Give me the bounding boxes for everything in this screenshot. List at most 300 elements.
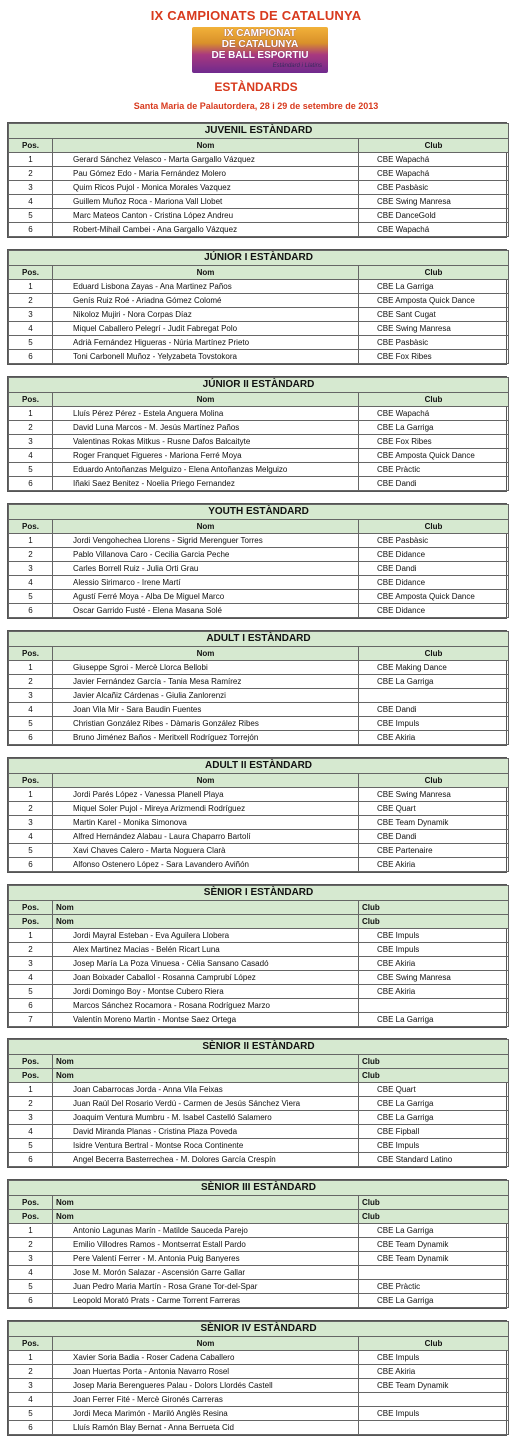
position-cell: 1	[9, 929, 53, 943]
position-cell: 3	[9, 689, 53, 703]
table-row	[9, 1421, 509, 1435]
category-block	[7, 249, 507, 365]
column-header-nom: Nom	[53, 647, 359, 661]
position-cell: 4	[9, 830, 53, 844]
column-header-nom: Nom	[53, 1196, 359, 1210]
couple-name-cell: Jordi Domingo Boy - Montse Cubero Riera	[53, 985, 359, 999]
results-table	[8, 1039, 509, 1167]
table-row	[9, 1379, 509, 1393]
table-row	[9, 703, 509, 717]
club-cell: CBE Impuls	[359, 1407, 509, 1421]
table-row	[9, 322, 509, 336]
position-cell: 1	[9, 788, 53, 802]
couple-name-cell: Emilio Villodres Ramos - Montserrat Estall Pardo	[53, 1238, 359, 1252]
couple-name-cell: Leopold Morató Prats - Carme Torrent Farreras	[53, 1294, 359, 1308]
column-header-nom: Nom	[53, 266, 359, 280]
column-header-club: Club	[359, 1055, 509, 1069]
table-row	[9, 802, 509, 816]
table-row	[9, 407, 509, 421]
couple-name-cell: Roger Franquet Figueres - Mariona Ferré Moya	[53, 449, 359, 463]
club-cell: CBE Team Dynamik	[359, 816, 509, 830]
position-cell: 2	[9, 421, 53, 435]
club-cell: CBE Impuls	[359, 1351, 509, 1365]
column-header-row	[9, 774, 509, 788]
table-row	[9, 1393, 509, 1407]
table-row	[9, 1139, 509, 1153]
column-header-nom: Nom	[53, 1337, 359, 1351]
position-cell: 4	[9, 1125, 53, 1139]
couple-name-cell: Javier Fernández García - Tania Mesa Ramírez	[53, 675, 359, 689]
table-row	[9, 675, 509, 689]
table-row	[9, 999, 509, 1013]
category-block	[7, 630, 507, 746]
table-row	[9, 1097, 509, 1111]
column-header-pos: Pos.	[9, 520, 53, 534]
column-header-pos: Pos.	[9, 1055, 53, 1069]
category-block	[7, 1038, 507, 1168]
club-cell: CBE Akiria	[359, 1365, 509, 1379]
couple-name-cell: David Luna Marcos - M. Jesús Martínez Paños	[53, 421, 359, 435]
table-row	[9, 1294, 509, 1308]
position-cell: 2	[9, 943, 53, 957]
position-cell: 3	[9, 181, 53, 195]
position-cell: 3	[9, 1252, 53, 1266]
club-cell: CBE Partenaire	[359, 844, 509, 858]
club-cell: CBE Quart	[359, 1083, 509, 1097]
couple-name-cell: Adrià Fernández Higueras - Núria Martínez Prieto	[53, 336, 359, 350]
column-header-nom: Nom	[53, 1210, 359, 1224]
position-cell: 6	[9, 604, 53, 618]
column-header-pos: Pos.	[9, 139, 53, 153]
couple-name-cell: Juan Pedro Maria Martín - Rosa Grane Tor-del-Spar	[53, 1280, 359, 1294]
couple-name-cell: Antonio Lagunas Marín - Matilde Sauceda Parejo	[53, 1224, 359, 1238]
table-row	[9, 167, 509, 181]
club-cell: CBE Dandi	[359, 562, 509, 576]
club-cell: CBE Sant Cugat	[359, 308, 509, 322]
position-cell: 6	[9, 858, 53, 872]
results-table	[8, 758, 509, 872]
position-cell: 1	[9, 1351, 53, 1365]
couple-name-cell: Javier Alcañiz Cárdenas - Giulia Zanlorenzi	[53, 689, 359, 703]
column-header-club: Club	[359, 1210, 509, 1224]
club-cell: CBE Dandi	[359, 830, 509, 844]
position-cell: 6	[9, 477, 53, 491]
category-title: JÚNIOR I ESTÀNDARD	[9, 251, 509, 266]
table-row	[9, 534, 509, 548]
club-cell: CBE La Garriga	[359, 1224, 509, 1238]
category-title: JUVENIL ESTÀNDARD	[9, 124, 509, 139]
club-cell: CBE Quart	[359, 802, 509, 816]
column-header-nom: Nom	[53, 1055, 359, 1069]
results-table	[8, 250, 509, 364]
position-cell: 6	[9, 1294, 53, 1308]
position-cell: 6	[9, 223, 53, 237]
club-cell: CBE Impuls	[359, 1139, 509, 1153]
couple-name-cell: Marcos Sánchez Rocamora - Rosana Rodríguez Marzo	[53, 999, 359, 1013]
position-cell: 5	[9, 590, 53, 604]
column-header-row	[9, 1055, 509, 1069]
position-cell: 1	[9, 280, 53, 294]
table-row	[9, 661, 509, 675]
column-header-row	[9, 266, 509, 280]
club-cell: CBE Akiria	[359, 957, 509, 971]
couple-name-cell: Pau Gómez Edo - Maria Fernández Molero	[53, 167, 359, 181]
table-row	[9, 1365, 509, 1379]
table-row	[9, 1111, 509, 1125]
position-cell: 5	[9, 1407, 53, 1421]
position-cell: 1	[9, 661, 53, 675]
table-row	[9, 1125, 509, 1139]
column-header-nom: Nom	[53, 520, 359, 534]
position-cell: 5	[9, 463, 53, 477]
table-row	[9, 985, 509, 999]
club-cell: CBE La Garriga	[359, 675, 509, 689]
table-row	[9, 1238, 509, 1252]
table-row	[9, 1224, 509, 1238]
table-row	[9, 844, 509, 858]
couple-name-cell: Marc Mateos Canton - Cristina López Andreu	[53, 209, 359, 223]
table-row	[9, 1013, 509, 1027]
position-cell: 4	[9, 971, 53, 985]
couple-name-cell: Angel Becerra Basterrechea - M. Dolores García Crespín	[53, 1153, 359, 1167]
club-cell: CBE Impuls	[359, 717, 509, 731]
couple-name-cell: Miquel Soler Pujol - Mireya Arizmendi Rodríguez	[53, 802, 359, 816]
couple-name-cell: Alfonso Ostenero López - Sara Lavandero Aviñón	[53, 858, 359, 872]
club-cell: CBE Akiria	[359, 858, 509, 872]
couple-name-cell: Xavier Soria Badia - Roser Cadena Caballero	[53, 1351, 359, 1365]
table-row	[9, 1407, 509, 1421]
club-cell: CBE Swing Manresa	[359, 195, 509, 209]
table-row	[9, 830, 509, 844]
position-cell: 6	[9, 731, 53, 745]
page-subtitle: ESTÀNDARDS	[214, 80, 298, 94]
couple-name-cell: Josep Maria Berengueres Palau - Dolors Llordés Castell	[53, 1379, 359, 1393]
table-row	[9, 590, 509, 604]
table-row	[9, 280, 509, 294]
couple-name-cell: Giuseppe Sgroi - Mercè Llorca Bellobi	[53, 661, 359, 675]
couple-name-cell: Joaquim Ventura Mumbru - M. Isabel Castelló Salamero	[53, 1111, 359, 1125]
couple-name-cell: Eduard Lisbona Zayas - Ana Martinez Paños	[53, 280, 359, 294]
couple-name-cell: Toni Carbonell Muñoz - Yelyzabeta Tovstokora	[53, 350, 359, 364]
club-cell: CBE Fox Ribes	[359, 435, 509, 449]
column-header-club: Club	[359, 266, 509, 280]
table-row	[9, 1083, 509, 1097]
table-row	[9, 717, 509, 731]
column-header-nom: Nom	[53, 139, 359, 153]
position-cell: 5	[9, 336, 53, 350]
page-title: IX CAMPIONATS DE CATALUNYA	[150, 8, 362, 23]
column-header-pos: Pos.	[9, 1337, 53, 1351]
table-row	[9, 1280, 509, 1294]
couple-name-cell: Miquel Caballero Pelegrí - Judit Fabregat Polo	[53, 322, 359, 336]
couple-name-cell: Joan Ferrer Fité - Mercè Gironés Carreras	[53, 1393, 359, 1407]
club-cell: CBE Making Dance	[359, 661, 509, 675]
column-header-nom: Nom	[53, 901, 359, 915]
category-block	[7, 376, 507, 492]
championship-logo	[192, 27, 328, 73]
couple-name-cell: Joan Boixader Caballol - Rosanna Camprubí López	[53, 971, 359, 985]
table-row	[9, 562, 509, 576]
couple-name-cell: Jose M. Morón Salazar - Ascensión Garre Gallar	[53, 1266, 359, 1280]
club-cell: CBE Dandi	[359, 477, 509, 491]
position-cell: 4	[9, 1393, 53, 1407]
position-cell: 3	[9, 957, 53, 971]
couple-name-cell: Alfred Hernández Alabau - Laura Chaparro Bartolí	[53, 830, 359, 844]
table-row	[9, 308, 509, 322]
column-header-row	[9, 1196, 509, 1210]
position-cell: 2	[9, 1365, 53, 1379]
position-cell: 4	[9, 1266, 53, 1280]
table-row	[9, 858, 509, 872]
couple-name-cell: Robert-Mihail Cambei - Ana Gargallo Vázquez	[53, 223, 359, 237]
column-header-club: Club	[359, 901, 509, 915]
club-cell: CBE Wapachá	[359, 223, 509, 237]
position-cell: 5	[9, 1280, 53, 1294]
club-cell	[359, 1266, 509, 1280]
position-cell: 6	[9, 1153, 53, 1167]
table-row	[9, 1153, 509, 1167]
table-row	[9, 576, 509, 590]
position-cell: 1	[9, 1083, 53, 1097]
couple-name-cell: Jordi Parés López - Vanessa Planell Playa	[53, 788, 359, 802]
club-cell: CBE Pasbàsic	[359, 336, 509, 350]
column-header-pos: Pos.	[9, 647, 53, 661]
table-row	[9, 477, 509, 491]
column-header-row	[9, 520, 509, 534]
category-block	[7, 1320, 507, 1436]
club-cell: CBE Didance	[359, 548, 509, 562]
club-cell: CBE La Garriga	[359, 421, 509, 435]
club-cell	[359, 689, 509, 703]
category-block	[7, 503, 507, 619]
position-cell: 5	[9, 985, 53, 999]
column-header-row	[9, 1069, 509, 1083]
position-cell: 1	[9, 407, 53, 421]
category-block	[7, 122, 507, 238]
category-title: JÚNIOR II ESTÀNDARD	[9, 378, 509, 393]
club-cell: CBE La Garriga	[359, 1097, 509, 1111]
table-row	[9, 689, 509, 703]
couple-name-cell: Nikoloz Mujiri - Nora Corpas Díaz	[53, 308, 359, 322]
category-title: YOUTH ESTÀNDARD	[9, 505, 509, 520]
table-row	[9, 421, 509, 435]
couple-name-cell: Jordi Vengohechea Llorens - Sigrid Merenguer Torres	[53, 534, 359, 548]
place-date: Santa Maria de Palautordera, 28 i 29 de setembre de 2013	[133, 101, 379, 111]
club-cell: CBE Fipball	[359, 1125, 509, 1139]
column-header-nom: Nom	[53, 915, 359, 929]
position-cell: 6	[9, 999, 53, 1013]
results-table	[8, 1321, 509, 1435]
position-cell: 1	[9, 1224, 53, 1238]
club-cell: CBE Swing Manresa	[359, 322, 509, 336]
results-table	[8, 377, 509, 491]
position-cell: 2	[9, 548, 53, 562]
table-row	[9, 153, 509, 167]
couple-name-cell: David Miranda Planas - Cristina Plaza Poveda	[53, 1125, 359, 1139]
column-header-row	[9, 915, 509, 929]
position-cell: 3	[9, 435, 53, 449]
club-cell: CBE Wapachá	[359, 153, 509, 167]
column-header-nom: Nom	[53, 1069, 359, 1083]
position-cell: 2	[9, 802, 53, 816]
table-row	[9, 463, 509, 477]
table-row	[9, 1266, 509, 1280]
results-table	[8, 123, 509, 237]
club-cell: CBE Pràctic	[359, 463, 509, 477]
table-row	[9, 435, 509, 449]
column-header-pos: Pos.	[9, 1069, 53, 1083]
club-cell: CBE Impuls	[359, 943, 509, 957]
table-row	[9, 929, 509, 943]
club-cell: CBE La Garriga	[359, 280, 509, 294]
position-cell: 1	[9, 534, 53, 548]
couple-name-cell: Juan Raúl Del Rosario Verdú - Carmen de Jesús Sánchez Viera	[53, 1097, 359, 1111]
couple-name-cell: Iñaki Saez Benitez - Noelia Priego Fernandez	[53, 477, 359, 491]
position-cell: 2	[9, 1238, 53, 1252]
position-cell: 1	[9, 153, 53, 167]
category-title: ADULT II ESTÀNDARD	[9, 759, 509, 774]
couple-name-cell: Carles Borrell Ruiz - Julia Orti Grau	[53, 562, 359, 576]
table-row	[9, 957, 509, 971]
table-row	[9, 449, 509, 463]
club-cell: CBE Amposta Quick Dance	[359, 294, 509, 308]
club-cell: CBE Amposta Quick Dance	[359, 449, 509, 463]
position-cell: 2	[9, 675, 53, 689]
position-cell: 3	[9, 562, 53, 576]
position-cell: 3	[9, 1111, 53, 1125]
column-header-row	[9, 393, 509, 407]
table-row	[9, 1252, 509, 1266]
results-table	[8, 504, 509, 618]
club-cell: CBE Akiria	[359, 985, 509, 999]
logo-line-3: DE BALL ESPORTIU	[211, 50, 309, 61]
club-cell: CBE Impuls	[359, 929, 509, 943]
column-header-pos: Pos.	[9, 901, 53, 915]
position-cell: 4	[9, 703, 53, 717]
club-cell: CBE Pasbàsic	[359, 534, 509, 548]
table-row	[9, 943, 509, 957]
table-row	[9, 350, 509, 364]
category-title: SÈNIOR III ESTÀNDARD	[9, 1181, 509, 1196]
column-header-pos: Pos.	[9, 1210, 53, 1224]
position-cell: 6	[9, 1421, 53, 1435]
category-title: ADULT I ESTÀNDARD	[9, 632, 509, 647]
column-header-club: Club	[359, 647, 509, 661]
couple-name-cell: Quim Ricos Pujol - Monica Morales Vazquez	[53, 181, 359, 195]
table-row	[9, 223, 509, 237]
position-cell: 4	[9, 449, 53, 463]
category-block	[7, 884, 507, 1028]
couple-name-cell: Lluís Pérez Pérez - Estela Anguera Molina	[53, 407, 359, 421]
table-row	[9, 1351, 509, 1365]
couple-name-cell: Alessio Sirimarco - Irene Martí	[53, 576, 359, 590]
couple-name-cell: Joan Huertas Porta - Antonia Navarro Rosel	[53, 1365, 359, 1379]
table-row	[9, 181, 509, 195]
table-row	[9, 816, 509, 830]
couple-name-cell: Guillem Muñoz Roca - Mariona Vall Llobet	[53, 195, 359, 209]
position-cell: 5	[9, 1139, 53, 1153]
position-cell: 5	[9, 844, 53, 858]
results-table	[8, 1180, 509, 1308]
column-header-row	[9, 1210, 509, 1224]
couple-name-cell: Bruno Jiménez Baños - Meritxell Rodríguez Torrejón	[53, 731, 359, 745]
club-cell: CBE La Garriga	[359, 1294, 509, 1308]
couple-name-cell: Oscar Garrido Fusté - Elena Masana Solé	[53, 604, 359, 618]
column-header-club: Club	[359, 1196, 509, 1210]
column-header-pos: Pos.	[9, 915, 53, 929]
table-row	[9, 731, 509, 745]
position-cell: 4	[9, 576, 53, 590]
column-header-club: Club	[359, 139, 509, 153]
category-block	[7, 1179, 507, 1309]
club-cell: CBE La Garriga	[359, 1111, 509, 1125]
position-cell: 3	[9, 1379, 53, 1393]
table-row	[9, 294, 509, 308]
column-header-row	[9, 647, 509, 661]
column-header-club: Club	[359, 1337, 509, 1351]
position-cell: 7	[9, 1013, 53, 1027]
club-cell: CBE Team Dynamik	[359, 1252, 509, 1266]
club-cell	[359, 1421, 509, 1435]
column-header-club: Club	[359, 393, 509, 407]
table-row	[9, 195, 509, 209]
club-cell: CBE Swing Manresa	[359, 971, 509, 985]
club-cell: CBE Akiria	[359, 731, 509, 745]
club-cell: CBE Pràctic	[359, 1280, 509, 1294]
column-header-pos: Pos.	[9, 393, 53, 407]
table-row	[9, 336, 509, 350]
table-row	[9, 971, 509, 985]
position-cell: 2	[9, 167, 53, 181]
couple-name-cell: Valentinas Rokas Mitkus - Rusne Dafos Balcaityte	[53, 435, 359, 449]
couple-name-cell: Genís Ruiz Roé - Ariadna Gómez Colomé	[53, 294, 359, 308]
position-cell: 4	[9, 195, 53, 209]
couple-name-cell: Xavi Chaves Calero - Marta Noguera Clarà	[53, 844, 359, 858]
column-header-nom: Nom	[53, 393, 359, 407]
position-cell: 6	[9, 350, 53, 364]
club-cell: CBE DanceGold	[359, 209, 509, 223]
club-cell: CBE Team Dynamik	[359, 1379, 509, 1393]
table-row	[9, 788, 509, 802]
column-header-row	[9, 901, 509, 915]
couple-name-cell: Pablo Villanova Caro - Cecilia Garcia Peche	[53, 548, 359, 562]
couple-name-cell: Pere Valentí Ferrer - M. Antonia Puig Banyeres	[53, 1252, 359, 1266]
club-cell: CBE Standard Latino	[359, 1153, 509, 1167]
couple-name-cell: Martin Karel - Monika Simonova	[53, 816, 359, 830]
couple-name-cell: Isidre Ventura Bertral - Montse Roca Continente	[53, 1139, 359, 1153]
table-row	[9, 548, 509, 562]
club-cell	[359, 999, 509, 1013]
couple-name-cell: Lluís Ramón Blay Bernat - Anna Berrueta Cid	[53, 1421, 359, 1435]
club-cell: CBE Amposta Quick Dance	[359, 590, 509, 604]
club-cell: CBE Swing Manresa	[359, 788, 509, 802]
position-cell: 3	[9, 816, 53, 830]
club-cell: CBE Wapachá	[359, 167, 509, 181]
category-block	[7, 757, 507, 873]
couple-name-cell: Jordi Mayral Esteban - Eva Aguilera Llobera	[53, 929, 359, 943]
column-header-pos: Pos.	[9, 774, 53, 788]
couple-name-cell: Valentín Moreno Martin - Montse Saez Ortega	[53, 1013, 359, 1027]
column-header-row	[9, 139, 509, 153]
logo-line-4: Estàndard i Llatins	[272, 63, 322, 69]
column-header-pos: Pos.	[9, 266, 53, 280]
column-header-row	[9, 1337, 509, 1351]
club-cell: CBE Team Dynamik	[359, 1238, 509, 1252]
table-row	[9, 604, 509, 618]
club-cell	[359, 1393, 509, 1407]
column-header-club: Club	[359, 520, 509, 534]
results-table	[8, 885, 509, 1027]
